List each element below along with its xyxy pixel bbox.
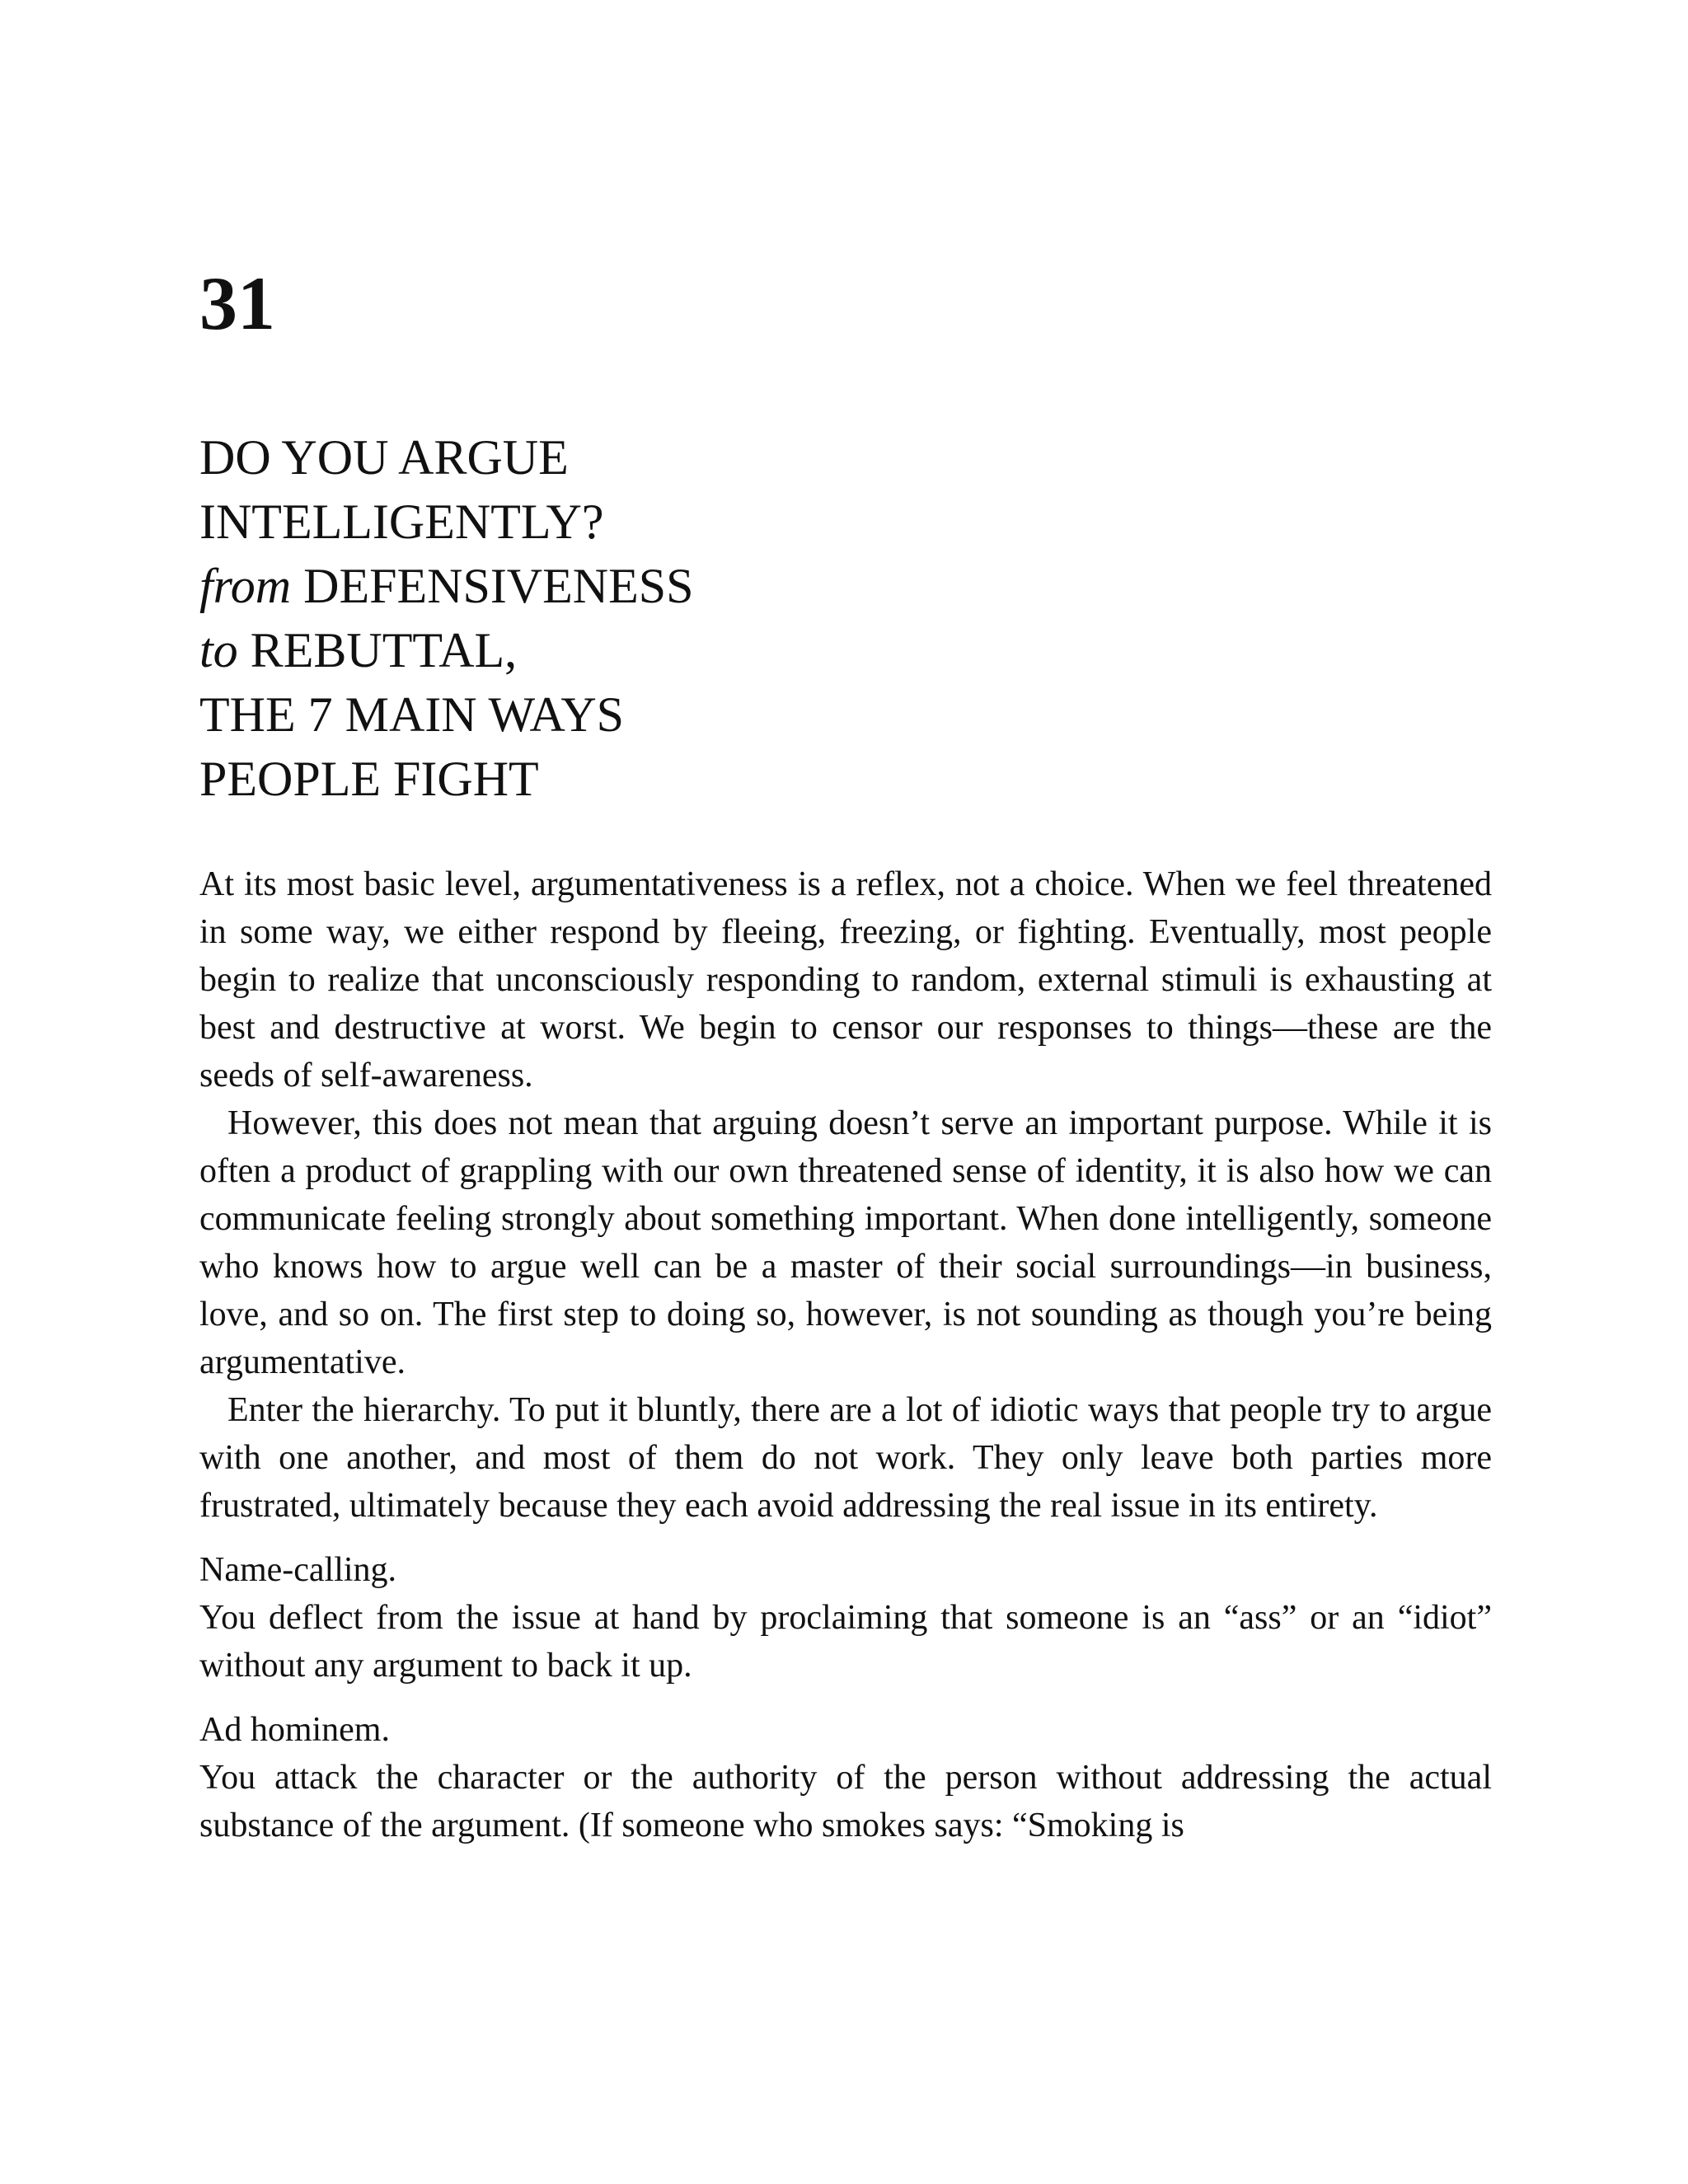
chapter-title-line: INTELLIGENTLY? [199,494,604,549]
chapter-title-line: PEOPLE FIGHT [199,752,539,806]
term-name-calling [199,1546,1492,1690]
chapter-title-line [199,554,694,618]
body-text [199,860,1492,1849]
paragraph: At its most basic level, argumentativeness is a reflex, not a choice. When we feel threatened in some way, we either respond by fleeing, freezing, or fighting. Eventually, most people begin to realize that unconsciously responding to random, external stimuli is exhausting at best and destructive at worst. We begin to censor our responses to things—these are the seeds of self-awareness. [199,865,1492,1094]
chapter-title [199,425,694,811]
term-description: You attack the character or the authority of the person without addressing the actual substance of the argument. (If someone who smokes says: “Smoking is [199,1759,1492,1844]
term-heading: Name-calling. [199,1551,397,1589]
chapter-title-line: DO YOU ARGUE [199,430,569,485]
chapter-number: 31 [199,261,275,345]
chapter-title-text: REBUTTAL, [237,623,518,677]
chapter-title-text: DEFENSIVENESS [291,559,694,613]
paragraph: However, this does not mean that arguing doesn’t serve an important purpose. While it is often a product of grappling with our own threatened sense of identity, it is also how we can communicate feeling strongly about something important. When done intelligently, someone who knows how to argue well can be a master of their social surroundings—in business, love, and so on. The first step to doing so, however, is not sounding as though you’re being argumentative. [199,1104,1492,1381]
paragraph: Enter the hierarchy. To put it bluntly, there are a lot of idiotic ways that people try to argue with one another, and most of them do not work. They only leave both parties more frustrated, ultimately because they each avoid addressing the real issue in its entirety. [199,1391,1492,1525]
term-heading: Ad hominem. [199,1711,390,1749]
chapter-title-line [199,618,694,682]
term-ad-hominem [199,1706,1492,1849]
chapter-title-italic: from [199,559,292,613]
chapter-title-italic: to [199,623,238,677]
term-description: You deflect from the issue at hand by proclaiming that someone is an “ass” or an “idiot” without any argument to back it up. [199,1599,1492,1685]
chapter-title-line: THE 7 MAIN WAYS [199,687,625,742]
